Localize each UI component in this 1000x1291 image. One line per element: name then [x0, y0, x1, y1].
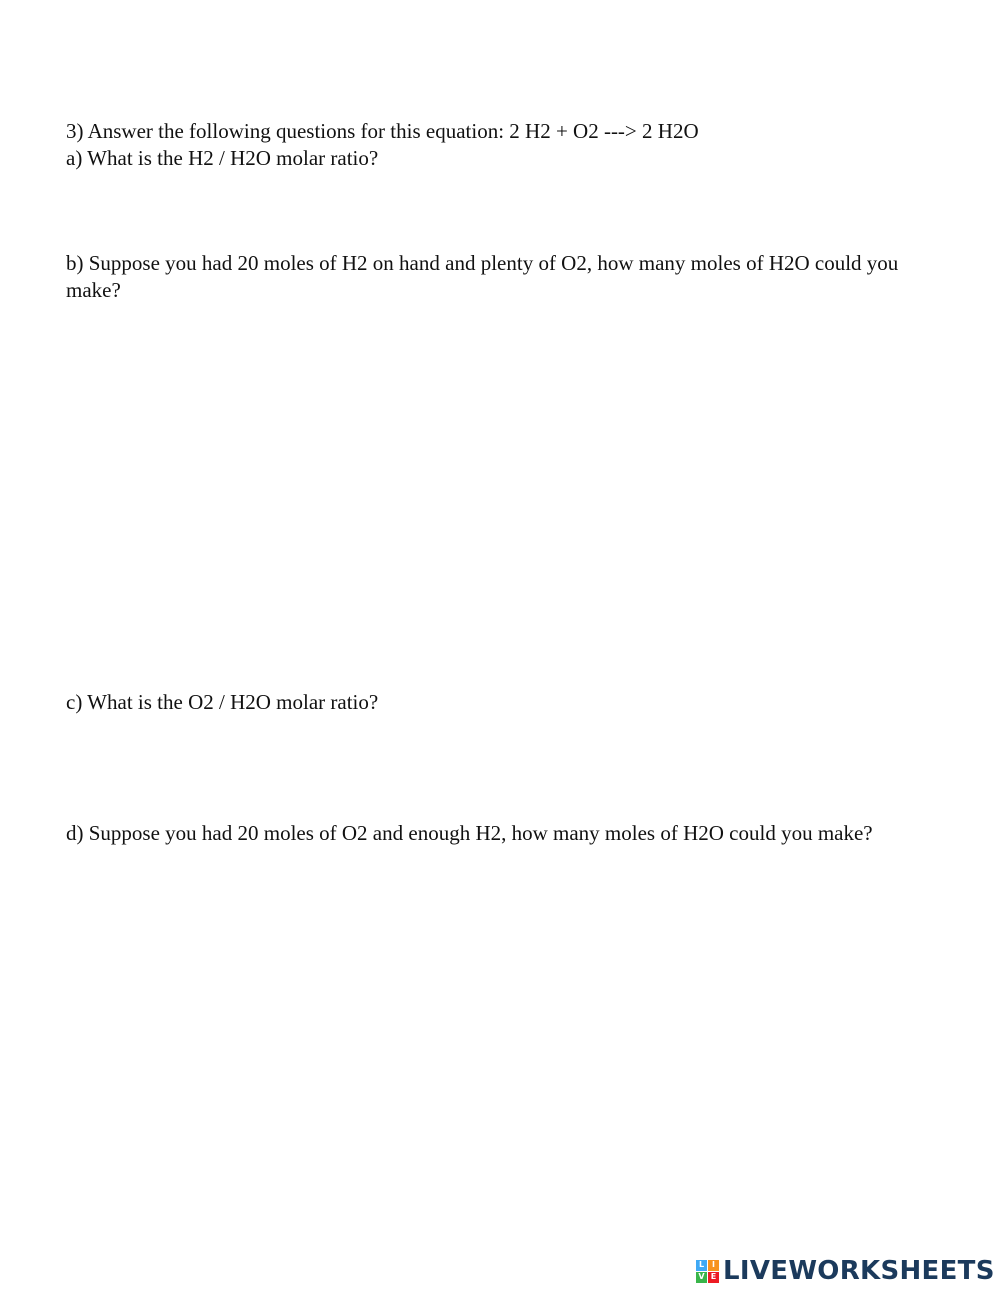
- logo-square-l: L: [696, 1260, 707, 1271]
- logo-text: LIVEWORKSHEETS: [723, 1256, 995, 1286]
- logo-square-v: V: [696, 1272, 707, 1283]
- liveworksheets-logo: [696, 1256, 995, 1286]
- logo-square-i: I: [708, 1260, 719, 1271]
- logo-square-e: E: [708, 1272, 719, 1283]
- question-b: b) Suppose you had 20 moles of H2 on hand and plenty of O2, how many moles of H2O could you make?: [66, 251, 899, 302]
- logo-squares-icon: [696, 1260, 719, 1283]
- question-d: d) Suppose you had 20 moles of O2 and enough H2, how many moles of H2O could you make?: [66, 821, 873, 845]
- question-c: c) What is the O2 / H2O molar ratio?: [66, 690, 379, 714]
- question-a: a) What is the H2 / H2O molar ratio?: [66, 146, 379, 170]
- question-intro: 3) Answer the following questions for this equation: 2 H2 + O2 ---> 2 H2O: [66, 119, 699, 143]
